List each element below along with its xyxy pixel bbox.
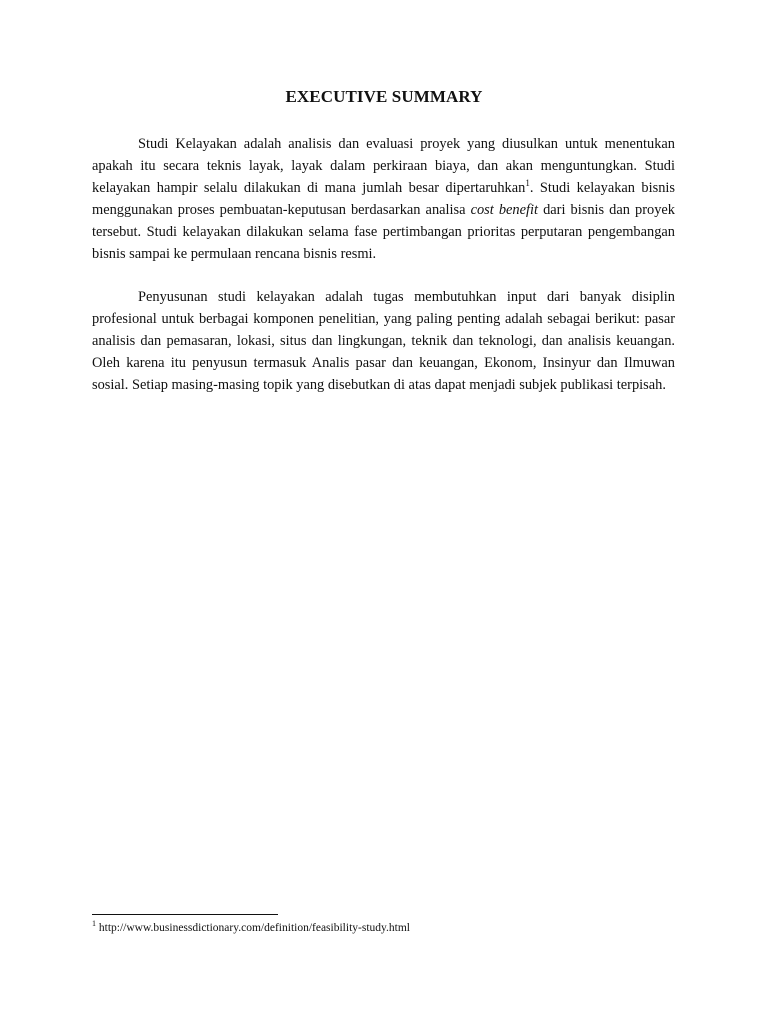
paragraph-1-text-a: Studi Kelayakan adalah analisis dan evaluasi proyek yang diusulkan untuk menentukan apakah itu secara teknis layak, layak dalam perkiraan biaya, dan akan menguntungkan. Studi kelayakan hampir selalu dilakukan di mana jumlah besar dipertaruhkan [92, 136, 675, 196]
paragraph-2 [92, 286, 675, 396]
footnote-divider [92, 914, 278, 915]
paragraph-1-text-b: . Studi kelayakan bisnis menggunakan proses pembuatan-keputusan berdasarkan analisa [92, 180, 675, 218]
footnote-url[interactable]: http://www.businessdictionary.com/definition/feasibility-study.html [96, 922, 410, 934]
footnote-reference[interactable]: 1 [525, 178, 530, 189]
footnote-number: 1 [92, 919, 96, 929]
paragraph-1 [92, 133, 675, 265]
footnote [92, 921, 410, 935]
paragraph-1-text-c: dari bisnis dan proyek tersebut. Studi kelayakan dilakukan selama fase pertimbangan prioritas perputaran pengembangan bisnis sampai ke permulaan rencana bisnis resmi. [92, 202, 675, 262]
italic-term: cost benefit [470, 202, 539, 218]
page-title: EXECUTIVE SUMMARY [285, 87, 483, 106]
paragraph-2-text: Penyusunan studi kelayakan adalah tugas membutuhkan input dari banyak disiplin profesional untuk berbagai komponen penelitian, yang paling penting adalah sebagai berikut: pasar analisis dan pemasaran, lokasi, situs dan lingkungan, teknik dan teknologi, dan analisis keuangan. Oleh karena itu penyusun termasuk Analis pasar dan keuangan, Ekonom, Insinyur dan Ilmuwan sosial. Setiap masing-masing topik yang disebutkan di atas dapat menjadi subjek publikasi terpisah. [92, 289, 675, 393]
